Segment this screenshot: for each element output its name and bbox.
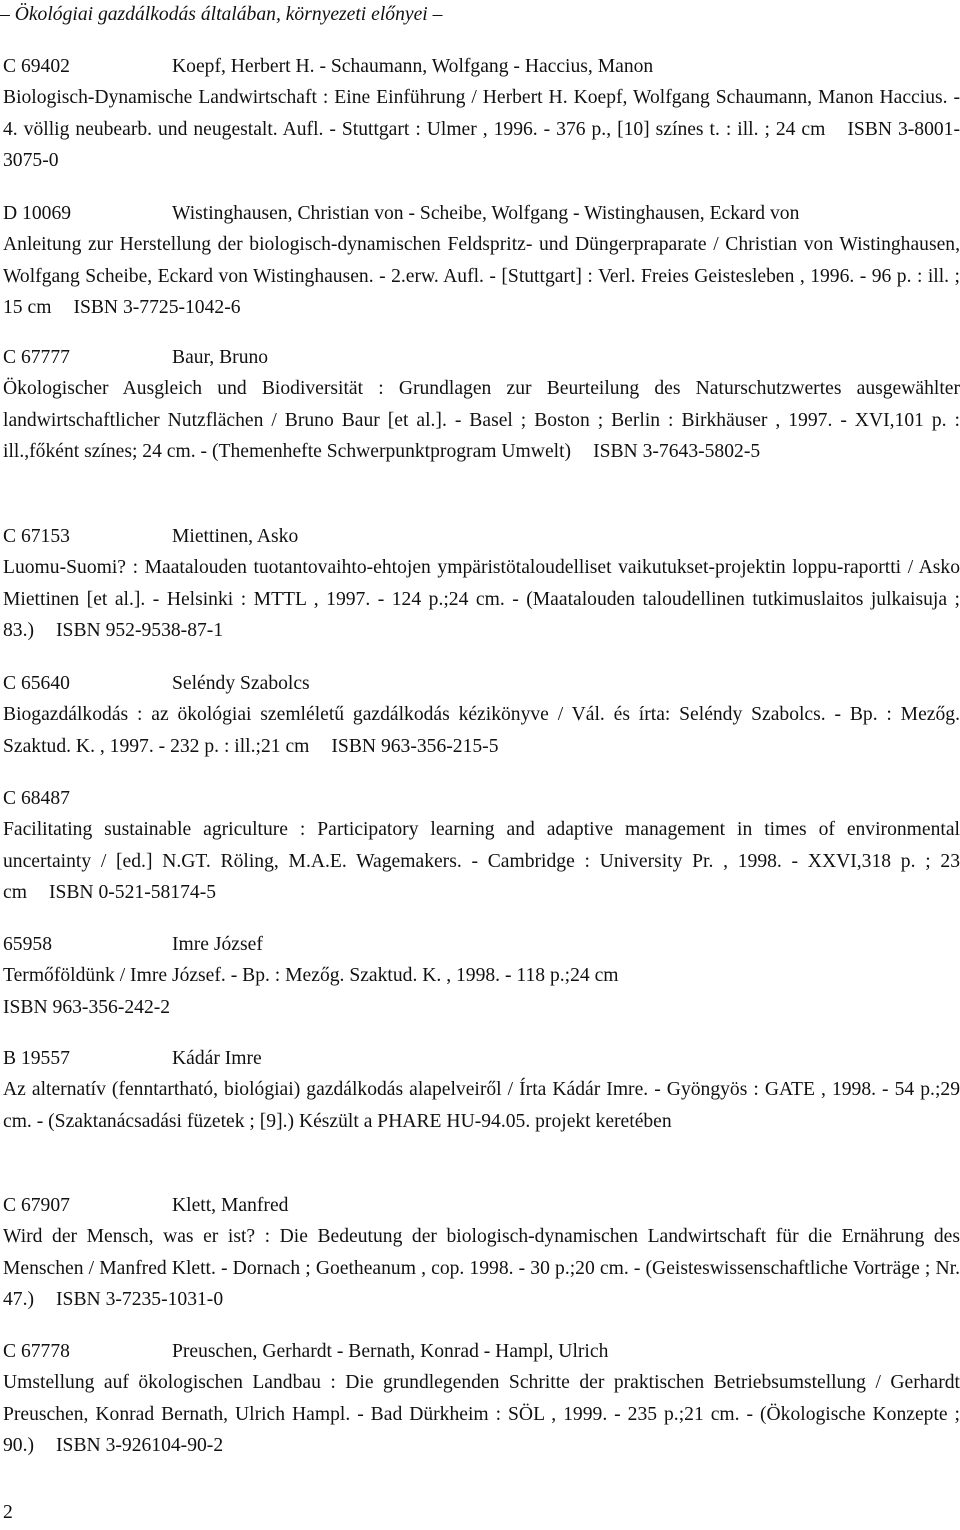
entry-id: C 67778 <box>3 1341 70 1362</box>
entry-author: Wistinghausen, Christian von - Scheibe, Wolfgang - Wistinghausen, Eckard von <box>172 203 800 224</box>
entry-id: C 69402 <box>3 56 70 77</box>
entry-isbn: ISBN 3-7643-5802-5 <box>593 440 761 462</box>
entry-id: B 19557 <box>3 1048 70 1069</box>
entry-isbn: ISBN 3-7235-1031-0 <box>56 1288 224 1310</box>
entry-isbn: ISBN 963-356-215-5 <box>331 735 499 757</box>
entry-description: Biogazdálkodás : az ökológiai szemléletű gazdálkodás kézikönyve / Vál. és írta: Seléndy Szabolcs. - Bp. : Mezőg. Szaktud. K. , 1997. - 232 p. : ill.;21 cm <box>3 704 960 757</box>
entry-id: C 68487 <box>3 788 70 809</box>
entry-id: C 67153 <box>3 526 70 547</box>
catalog-entry <box>3 198 960 323</box>
entry-description: Biologisch-Dynamische Landwirtschaft : Eine Einführung / Herbert H. Koepf, Wolfgang Schaumann, Manon Haccius. - 4. völlig neubearb. und neugestalt. Aufl. - Stuttgart : Ulmer , 1996. - 376 p., [10] színes t. : ill. ; 24 cm <box>3 87 960 140</box>
catalog-entry <box>3 929 960 1023</box>
entry-description: Wird der Mensch, was er ist? : Die Bedeutung der biologisch-dynamischen Landwirtschaft für die Ernährung des Menschen / Manfred Klett. - Dornach ; Goetheanum , cop. 1998. - 30 p.;20 cm. - (Geisteswissenschaftliche Vorträge ; Nr. 47.) <box>3 1226 960 1310</box>
catalog-entry <box>3 1190 960 1315</box>
entry-description: Ökologischer Ausgleich und Biodiversität : Grundlagen zur Beurteilung des Naturschutzwertes ausgewählter landwirtschaftlicher Nutzflächen / Bruno Baur [et al.]. - Basel ; Boston ; Berlin : Birkhäuser , 1997. - XVI,101 p. : ill.,főként színes; 24 cm. - (Themenhefte Schwerpunktprogram Umwelt) <box>3 378 960 462</box>
entry-isbn: ISBN 963-356-242-2 <box>3 996 171 1018</box>
entry-author: Koepf, Herbert H. - Schaumann, Wolfgang - Haccius, Manon <box>172 56 654 77</box>
entry-isbn: ISBN 952-9538-87-1 <box>56 619 224 641</box>
entry-isbn: ISBN 0-521-58174-5 <box>48 881 217 903</box>
page-number: 2 <box>3 1502 13 1523</box>
catalog-entry <box>3 342 960 467</box>
catalog-entry <box>3 783 960 908</box>
entry-id: C 67777 <box>3 347 70 368</box>
entry-author: Klett, Manfred <box>172 1195 289 1216</box>
catalog-entry <box>3 668 960 762</box>
catalog-entry <box>3 51 960 176</box>
entry-id: C 67907 <box>3 1195 70 1216</box>
entry-description: Umstellung auf ökologischen Landbau : Die grundlegenden Schritte der praktischen Betriebsumstellung / Gerhardt Preuschen, Konrad Bernath, Ulrich Hampl. - Bad Dürkheim : SÖL , 1999. - 235 p.;21 cm. - (Ökologische Konzepte ; 90.) <box>3 1372 960 1456</box>
entry-description: Az alternatív (fenntartható, biológiai) gazdálkodás alapelveiről / Írta Kádár Imre. - Gyöngyös : GATE , 1998. - 54 p.;29 cm. - (Szaktanácsadási füzetek ; [9].) Készült a PHARE HU-94.05. projekt keretében <box>3 1079 960 1132</box>
entry-isbn: ISBN 3-8001-3075-0 <box>3 118 960 171</box>
entry-author: Imre József <box>172 934 263 955</box>
catalog-entry <box>3 1043 960 1137</box>
entry-description: Luomu-Suomi? : Maatalouden tuotantovaihto-ehtojen ympäristötaloudelliset vaikutukset-projektin loppu-raportti / Asko Miettinen [et al.]. - Helsinki : MTTL , 1997. - 124 p.;24 cm. - (Maatalouden taloudellinen tutkimuslaitos julkaisuja ; 83.) <box>3 557 960 641</box>
entry-id: 65958 <box>3 934 52 955</box>
entry-id: D 10069 <box>3 203 72 224</box>
entry-author: Kádár Imre <box>172 1048 262 1069</box>
entry-author: Seléndy Szabolcs <box>172 673 310 694</box>
entry-id: C 65640 <box>3 673 70 694</box>
entry-description: Termőföldünk / Imre József. - Bp. : Mezőg. Szaktud. K. , 1998. - 118 p.;24 cm <box>3 965 619 987</box>
entry-description: Anleitung zur Herstellung der biologisch-dynamischen Feldspritz- und Düngerpraparate / Christian von Wistinghausen, Wolfgang Scheibe, Eckard von Wistinghausen. - 2.erw. Aufl. - [Stuttgart] : Verl. Freies Geistesleben , 1996. - 96 p. : ill. ; 15 cm <box>3 234 960 318</box>
section-title: – Ökológiai gazdálkodás általában, környezeti előnyei – <box>0 4 443 25</box>
entry-isbn: ISBN 3-7725-1042-6 <box>73 296 241 318</box>
catalog-entry <box>3 1336 960 1461</box>
entry-author: Miettinen, Asko <box>172 526 299 547</box>
entry-isbn: ISBN 3-926104-90-2 <box>56 1434 224 1456</box>
entry-author: Preuschen, Gerhardt - Bernath, Konrad - Hampl, Ulrich <box>172 1341 609 1362</box>
entry-author: Baur, Bruno <box>172 347 269 368</box>
entry-description: Facilitating sustainable agriculture : Participatory learning and adaptive management in times of environmental uncertainty / [ed.] N.GT. Röling, M.A.E. Wagemakers. - Cambridge : University Pr. , 1998. - XXVI,318 p. ; 23 cm <box>3 819 960 903</box>
catalog-entry <box>3 521 960 646</box>
